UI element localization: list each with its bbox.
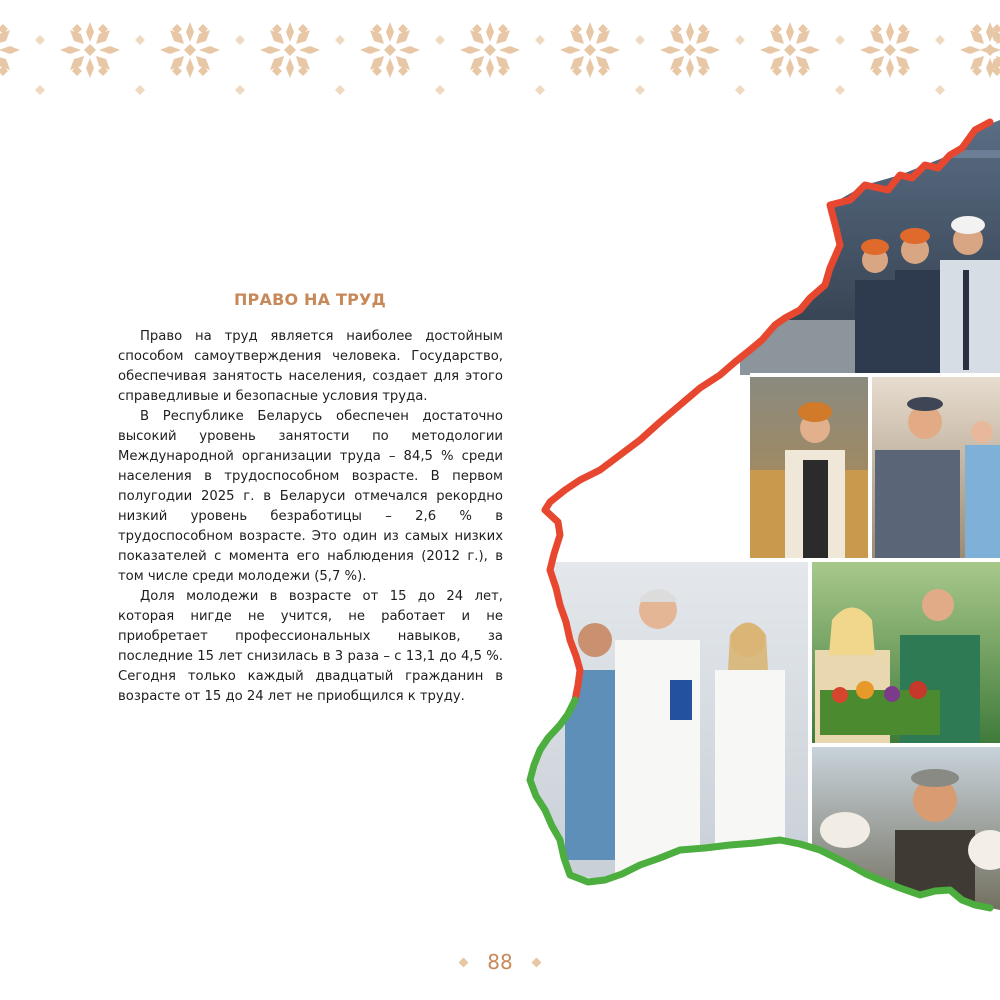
ornament-diamond (835, 85, 845, 95)
ornament-diamond (35, 85, 45, 95)
snowflake-star-icon (760, 22, 820, 78)
paragraph-1: Право на труд является наиболее достойным способом самоутверждения человека. Государство, обеспечивая занятость населения, создает для этого справедливые и безопасные условия труда. (118, 329, 503, 404)
ornament-diamond (635, 35, 645, 45)
ornament-diamond (435, 35, 445, 45)
ornament-diamond (935, 35, 945, 45)
snowflake-star-icon (560, 22, 620, 78)
article-body (118, 327, 503, 707)
page-number-value: 88 (487, 950, 513, 974)
snowflake-star-icon (860, 22, 920, 78)
page-number (0, 950, 1000, 974)
paragraph-3: Доля молодежи в возрасте от 15 до 24 лет, которая нигде не учится, не работает и не приобретает профессиональных навыков, за последние 15 лет снизилась в 3 раза – с 13,1 до 4,5 %. Сегодня только каждый двадцатый гражданин в возрасте от 15 до 24 лет не приобщился к труду. (118, 589, 503, 704)
ornament-diamond (535, 35, 545, 45)
ornament-diamond (235, 85, 245, 95)
ornament-diamond (735, 35, 745, 45)
ornament-diamond (35, 35, 45, 45)
ornament-diamond (735, 85, 745, 95)
ornament-diamond (135, 85, 145, 95)
snowflake-star-icon-row (0, 22, 1000, 78)
agronomist-photo (870, 375, 1000, 560)
snowflake-star-icon (660, 22, 720, 78)
sheep-farmer-photo (810, 745, 1000, 920)
paragraph-2: В Республике Беларусь обеспечен достаточно высокий уровень занятости по методологии Международной организации труда – 84,5 % среди населения в трудоспособном возрасте. В первом полугодии 2025 г. в Беларуси отмечался рекордно низкий уровень безработицы – 2,6 % в трудоспособном возрасте. Это один из самых низких показателей с момента его наблюдения (2012 г.), в том числе среди молодежи (5,7 %). (118, 409, 503, 584)
snowflake-star-icon (260, 22, 320, 78)
snowflake-star-icon (160, 22, 220, 78)
ornament-diamond (535, 85, 545, 95)
ornament-diamond (235, 35, 245, 45)
snowflake-star-icon (460, 22, 520, 78)
ornament-diamond (635, 85, 645, 95)
snowflake-star-icon (360, 22, 420, 78)
ornament-band (0, 0, 1000, 100)
ornament-diamond (335, 85, 345, 95)
dairy-farm-worker-photo (750, 375, 870, 560)
ornament-diamond (135, 35, 145, 45)
diamond-left-icon (458, 957, 468, 967)
diamond-right-icon (532, 957, 542, 967)
snowflake-star-icon (0, 22, 20, 78)
vegetable-farmers-photo (810, 560, 1000, 745)
ornament-diamond (935, 85, 945, 95)
snowflake-star-icon (60, 22, 120, 78)
ornament-diamond (835, 35, 845, 45)
ornament-diamond (335, 35, 345, 45)
page-title: ПРАВО НА ТРУД (233, 290, 387, 309)
belarus-map-collage (520, 110, 1000, 920)
ornament-diamond (435, 85, 445, 95)
